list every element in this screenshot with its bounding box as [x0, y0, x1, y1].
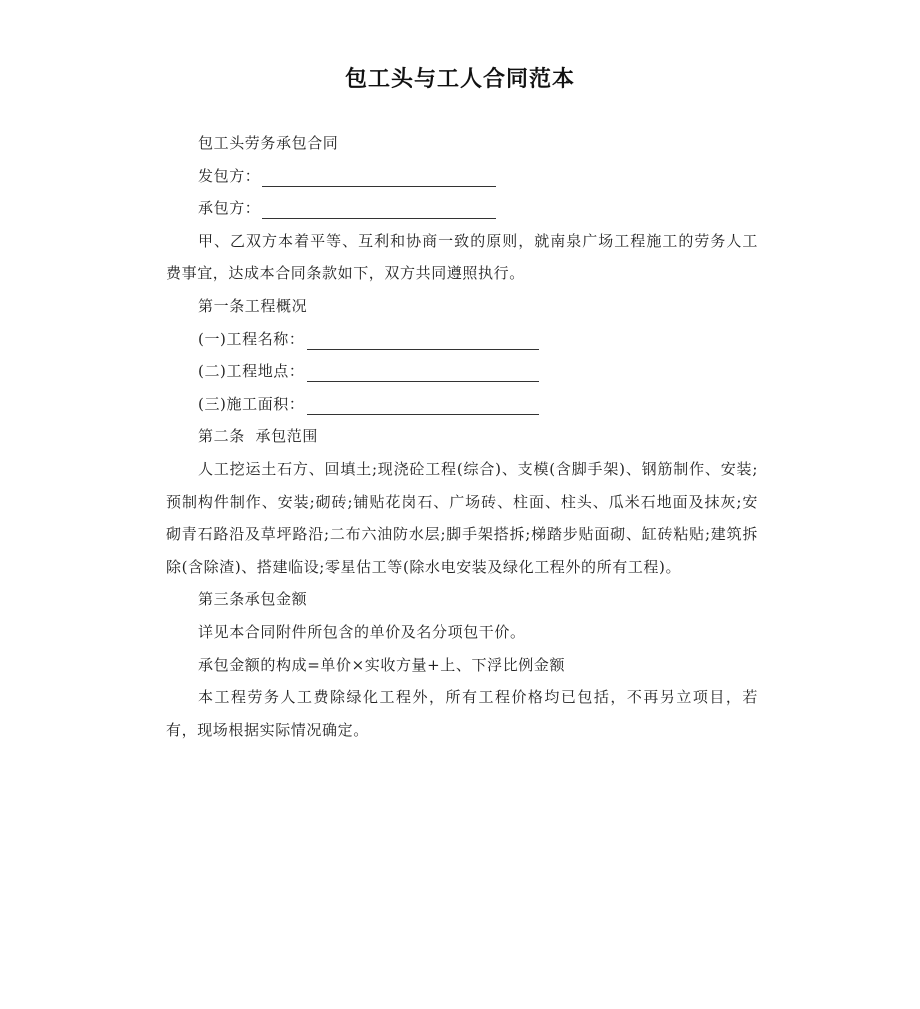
article-3-title: 第三条承包金额	[198, 590, 308, 609]
article-3-paragraph-1: 详见本合同附件所包含的单价及名分项包干价。	[198, 622, 526, 641]
project-place-label: (二)工程地点：	[198, 362, 305, 381]
project-area-label: (三)施工面积：	[198, 394, 305, 413]
party-a-label: 发包方：	[198, 166, 261, 185]
contract-heading: 包工头劳务承包合同	[198, 134, 339, 152]
project-name-line	[166, 323, 758, 356]
party-a-line	[166, 160, 758, 193]
document-body	[166, 127, 758, 746]
project-place-blank	[307, 361, 539, 382]
project-area-blank	[307, 394, 539, 415]
project-name-blank	[307, 329, 539, 350]
party-a-blank	[262, 166, 496, 187]
party-b-blank	[262, 198, 496, 219]
article-1-title: 第一条工程概况	[198, 296, 308, 315]
party-b-line	[166, 192, 758, 225]
article-3-paragraph-2: 承包金额的构成=单价×实收方量+上、下浮比例金额	[198, 655, 566, 674]
article-3-paragraph-3: 本工程劳务人工费除绿化工程外，所有工程价格均已包括，不再另立项目，若有，现场根据实际情况确定。	[166, 688, 758, 739]
project-area-line	[166, 388, 758, 421]
article-2-body: 人工挖运土石方、回填土;现浇砼工程(综合)、支模(含脚手架)、钢筋制作、安装;预制构件制作、安装;砌砖;铺贴花岗石、广场砖、柱面、柱头、瓜米石地面及抹灰;安砌青石路沿及草坪路沿;二布六油防水层;脚手架搭拆;梯踏步贴面砌、缸砖粘贴;建筑拆除(含除渣)、搭建临设;零星估工等(除水电安装及绿化工程外的所有工程)。	[166, 459, 758, 576]
project-name-label: (一)工程名称：	[198, 329, 305, 348]
party-b-label: 承包方：	[198, 199, 261, 218]
article-2-title: 第二条 承包范围	[198, 427, 318, 446]
document-title: 包工头与工人合同范本	[344, 67, 575, 92]
project-place-line	[166, 355, 758, 388]
intro-paragraph: 甲、乙双方本着平等、互利和协商一致的原则，就南泉广场工程施工的劳务人工费事宜，达成本合同条款如下，双方共同遵照执行。	[166, 231, 758, 283]
